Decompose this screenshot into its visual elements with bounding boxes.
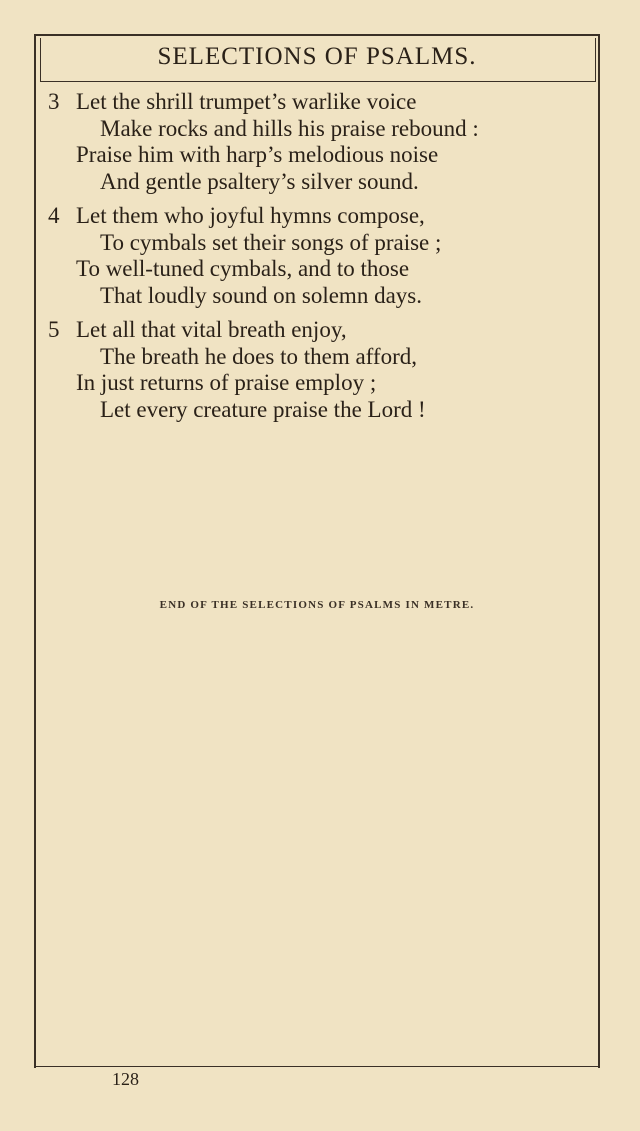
verse-line: Make rocks and hills his praise rebound : [100,115,479,141]
stanza-3 [48,89,588,195]
verse-line: Let every creature praise the Lord ! [100,396,426,422]
stanza-number: 5 [48,317,60,342]
verse-line: In just returns of praise employ ; [76,370,377,395]
page-number: 128 [112,1069,139,1089]
verse-line: To cymbals set their songs of praise ; [100,229,442,255]
stanza-4 [48,203,588,309]
stanza-5 [48,317,588,423]
verse-line: Let all that vital breath enjoy, [76,317,347,342]
footer-rule [34,1066,600,1067]
verse-line: And gentle psaltery’s silver sound. [100,168,419,194]
colophon: END OF THE SELECTIONS OF PSALMS IN METRE. [159,599,475,611]
verse-line: The breath he does to them afford, [100,343,417,369]
verse-line: Let the shrill trumpet’s warlike voice [76,89,417,114]
verse-line: Let them who joyful hymns compose, [76,203,425,228]
verse-line: That loudly sound on solemn days. [100,282,422,308]
stanza-number: 3 [48,89,60,114]
verse-line: Praise him with harp’s melodious noise [76,142,439,167]
stanza-number: 4 [48,203,60,228]
running-head: SELECTIONS OF PSALMS. [157,43,477,70]
verse-line: To well-tuned cymbals, and to those [76,256,410,281]
